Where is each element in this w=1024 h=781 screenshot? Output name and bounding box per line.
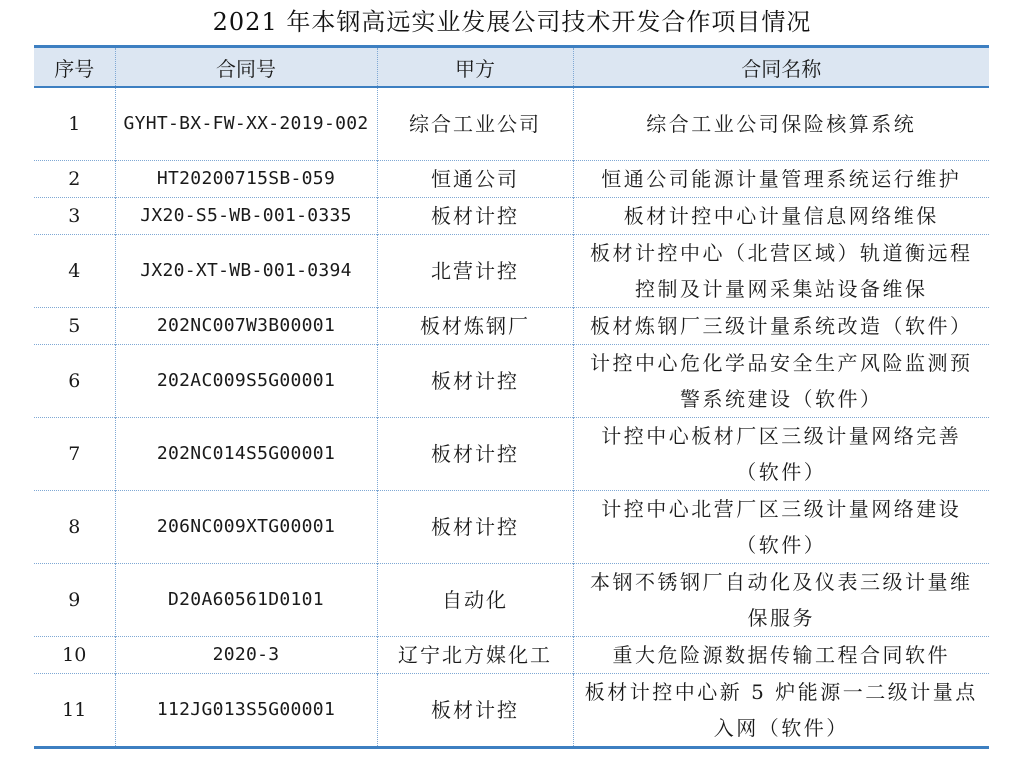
header-contract-no: 合同号 xyxy=(115,47,377,88)
cell-contract-no: 202NC007W3B00001 xyxy=(115,307,377,344)
cell-contract-name: 板材计控中心计量信息网络维保 xyxy=(573,197,989,234)
cell-contract-no: JX20-XT-WB-001-0394 xyxy=(115,234,377,307)
cell-contract-no: HT20200715SB-059 xyxy=(115,160,377,197)
cell-contract-no: D20A60561D0101 xyxy=(115,563,377,636)
table-row xyxy=(34,636,989,673)
cell-contract-no: 202NC014S5G00001 xyxy=(115,417,377,490)
cell-contract-name: 重大危险源数据传输工程合同软件 xyxy=(573,636,989,673)
cell-contract-name: 板材计控中心（北营区域）轨道衡远程控制及计量网采集站设备维保 xyxy=(573,234,989,307)
cell-no: 2 xyxy=(34,160,115,197)
cell-contract-name: 综合工业公司保险核算系统 xyxy=(573,87,989,160)
table-row xyxy=(34,490,989,563)
cell-contract-no: 206NC009XTG00001 xyxy=(115,490,377,563)
table-row xyxy=(34,160,989,197)
cell-contract-name: 板材炼钢厂三级计量系统改造（软件） xyxy=(573,307,989,344)
cell-party-a: 北营计控 xyxy=(377,234,573,307)
header-no: 序号 xyxy=(34,47,115,88)
table-row xyxy=(34,344,989,417)
cell-no: 10 xyxy=(34,636,115,673)
cell-party-a: 综合工业公司 xyxy=(377,87,573,160)
table-row xyxy=(34,563,989,636)
cell-no: 11 xyxy=(34,673,115,747)
cell-contract-no: 112JG013S5G00001 xyxy=(115,673,377,747)
cell-party-a: 板材炼钢厂 xyxy=(377,307,573,344)
cell-party-a: 自动化 xyxy=(377,563,573,636)
cell-contract-no: JX20-S5-WB-001-0335 xyxy=(115,197,377,234)
table-row xyxy=(34,87,989,160)
cell-no: 5 xyxy=(34,307,115,344)
header-party-a: 甲方 xyxy=(377,47,573,88)
cell-no: 1 xyxy=(68,112,81,135)
cell-contract-no: GYHT-BX-FW-XX-2019-002 xyxy=(115,87,377,160)
cell-contract-name: 计控中心板材厂区三级计量网络完善（软件） xyxy=(573,417,989,490)
cell-no: 3 xyxy=(34,197,115,234)
cell-contract-name: 板材计控中心新 5 炉能源一二级计量点入网（软件） xyxy=(573,673,989,747)
cell-party-a: 辽宁北方媒化工 xyxy=(377,636,573,673)
cell-contract-no: 202AC009S5G00001 xyxy=(115,344,377,417)
cell-no: 9 xyxy=(34,563,115,636)
cell-party-a: 板材计控 xyxy=(377,197,573,234)
table-row xyxy=(34,673,989,747)
cell-party-a: 板材计控 xyxy=(377,417,573,490)
cell-no: 7 xyxy=(34,417,115,490)
cell-contract-name: 计控中心北营厂区三级计量网络建设（软件） xyxy=(573,490,989,563)
page-title: 2021 年本钢高远实业发展公司技术开发合作项目情况 xyxy=(212,8,812,36)
header-contract-name: 合同名称 xyxy=(573,47,989,88)
table-row xyxy=(34,307,989,344)
cell-party-a: 板材计控 xyxy=(377,490,573,563)
cell-contract-name: 本钢不锈钢厂自动化及仪表三级计量维保服务 xyxy=(573,563,989,636)
table-row xyxy=(34,234,989,307)
table-row xyxy=(34,197,989,234)
project-table xyxy=(34,45,989,749)
cell-no: 6 xyxy=(34,344,115,417)
table-row xyxy=(34,417,989,490)
cell-contract-no: 2020-3 xyxy=(115,636,377,673)
cell-party-a: 恒通公司 xyxy=(377,160,573,197)
table-header-row xyxy=(34,47,989,88)
cell-contract-name: 恒通公司能源计量管理系统运行维护 xyxy=(573,160,989,197)
cell-party-a: 板材计控 xyxy=(377,344,573,417)
cell-no: 4 xyxy=(34,234,115,307)
cell-no: 8 xyxy=(34,490,115,563)
cell-party-a: 板材计控 xyxy=(377,673,573,747)
cell-contract-name: 计控中心危化学品安全生产风险监测预警系统建设（软件） xyxy=(573,344,989,417)
